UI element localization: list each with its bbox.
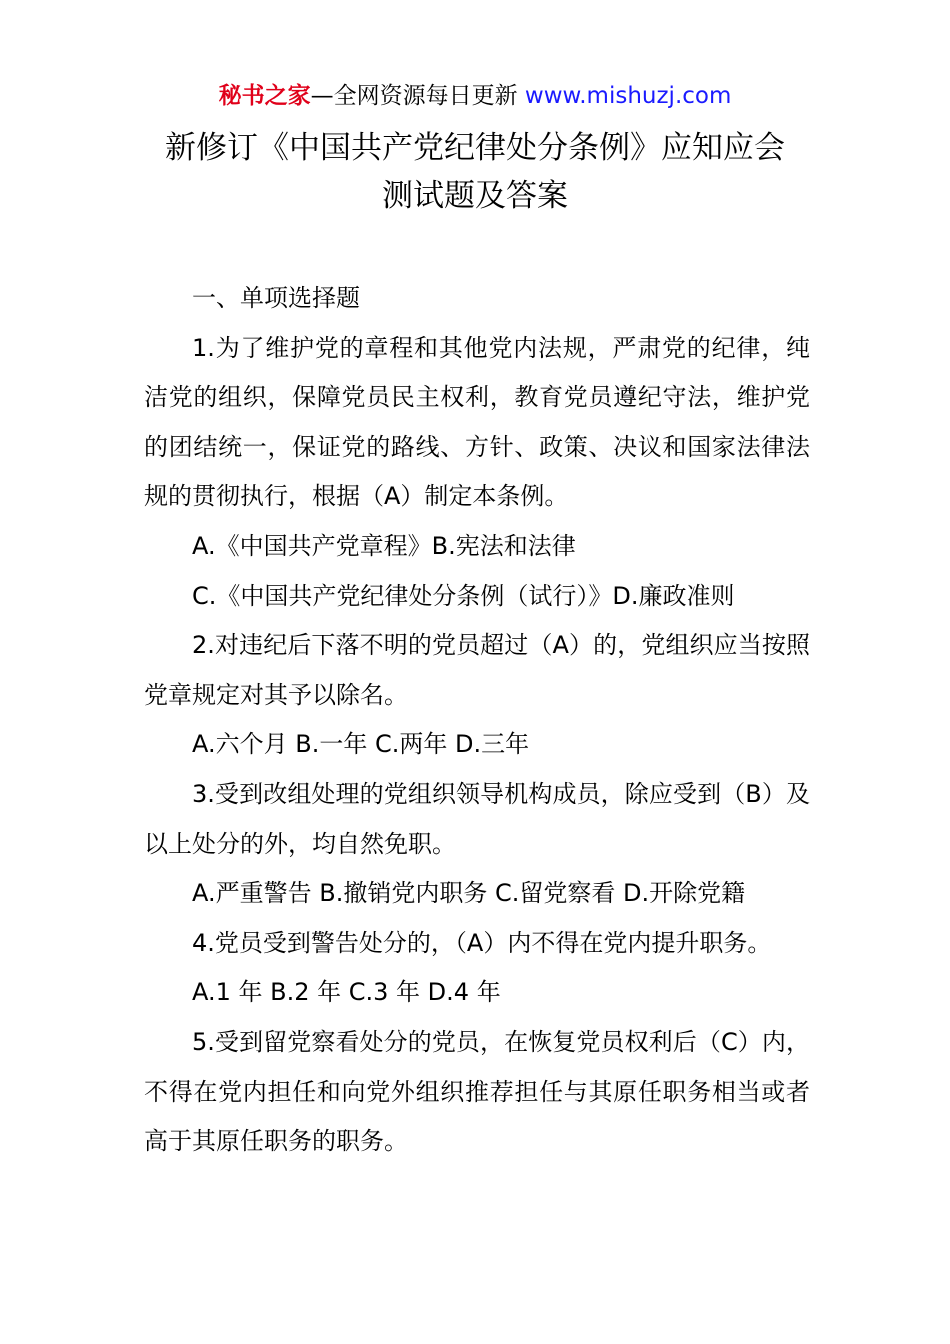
question-1: 1.为了维护党的章程和其他党内法规，严肃党的纪律，纯洁党的组织，保障党员民主权利，教育党员遵纪守法，维护党的团结统一，保证党的路线、方针、政策、决议和国家法律法规的贯彻执行，根据（A）制定本条例。 bbox=[144, 333, 810, 511]
section-heading: 一、单项选择题 bbox=[192, 284, 360, 312]
question-2: 2.对违纪后下落不明的党员超过（A）的，党组织应当按照党章规定对其予以除名。 bbox=[144, 631, 810, 709]
document-body bbox=[144, 274, 810, 1167]
question-1-options-ab: A.《中国共产党章程》B.宪法和法律 bbox=[192, 531, 576, 560]
header-tagline: —全网资源每日更新 bbox=[310, 83, 525, 109]
brand-name: 秘书之家 bbox=[218, 83, 311, 109]
title-line-1: 新修订《中国共产党纪律处分条例》应知应会 bbox=[165, 130, 785, 166]
site-url-link[interactable]: www.mishuzj.com bbox=[524, 83, 732, 109]
question-3-options: A.严重警告 B.撤销党内职务 C.留党察看 D.开除党籍 bbox=[192, 879, 746, 908]
question-2-options: A.六个月 B.一年 C.两年 D.三年 bbox=[192, 730, 530, 759]
question-3: 3.受到改组处理的党组织领导机构成员，除应受到（B）及以上处分的外，均自然免职。 bbox=[144, 779, 810, 858]
site-header bbox=[0, 80, 950, 112]
title-line-2: 测试题及答案 bbox=[382, 178, 568, 214]
document-title bbox=[0, 124, 950, 220]
question-5: 5.受到留党察看处分的党员，在恢复党员权利后（C）内，不得在党内担任和向党外组织推荐担任与其原任职务相当或者高于其原任职务的职务。 bbox=[144, 1027, 810, 1156]
question-4-options: A.1 年 B.2 年 C.3 年 D.4 年 bbox=[192, 978, 501, 1007]
question-4: 4.党员受到警告处分的，（A）内不得在党内提升职务。 bbox=[192, 928, 772, 957]
question-1-options-cd: C.《中国共产党纪律处分条例（试行）》D.廉政准则 bbox=[192, 581, 735, 610]
